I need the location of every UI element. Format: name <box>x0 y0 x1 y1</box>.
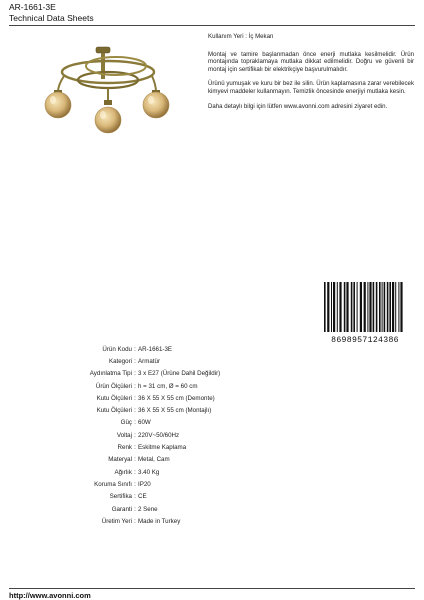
spec-row <box>40 466 340 478</box>
spec-label: Materyal <box>108 456 132 464</box>
spec-colon: : <box>134 407 136 415</box>
spec-value: Armatür <box>138 357 161 365</box>
spec-label: Koruma Sınıfı <box>94 480 132 488</box>
product-image <box>28 40 188 140</box>
spec-colon: : <box>134 480 136 488</box>
spec-colon: : <box>134 456 136 464</box>
spec-value: AR-1661-3E <box>138 345 173 353</box>
barcode-bar <box>389 282 391 332</box>
barcode-bar <box>351 282 353 332</box>
barcode-bar <box>331 282 332 332</box>
spec-value: Metal, Cam <box>138 456 170 464</box>
spec-colon: : <box>134 444 136 452</box>
website-paragraph: Daha detaylı bilgi için lütfen www.avonni.com adresini ziyaret edin. <box>208 102 388 110</box>
spec-value: 3.40 Kg <box>138 468 160 476</box>
spec-colon: : <box>134 357 136 365</box>
spec-colon: : <box>134 505 136 513</box>
spec-colon: : <box>134 431 136 439</box>
spec-label: Sertifika <box>109 493 132 501</box>
spec-row <box>40 417 340 429</box>
barcode-bar <box>387 282 389 332</box>
barcode-bar <box>392 282 394 332</box>
spec-label: Üretim Yeri <box>101 517 132 525</box>
spec-label: Güç <box>120 419 132 427</box>
spec-value: 36 X 55 X 55 cm (Montajlı) <box>138 407 212 415</box>
barcode-bar <box>339 282 341 332</box>
barcode-bar <box>395 282 396 332</box>
spec-value: Eskitme Kaplama <box>138 444 187 452</box>
barcode-bar <box>357 282 358 332</box>
spec-value: 60W <box>138 419 151 427</box>
barcode-bar <box>384 282 386 332</box>
spec-colon: : <box>134 517 136 525</box>
spec-value: 220V~50/60Hz <box>138 431 180 439</box>
spec-row <box>40 441 340 453</box>
footer-divider <box>9 588 415 589</box>
spec-label: Garanti <box>111 505 132 513</box>
spec-colon: : <box>134 394 136 402</box>
barcode-bar <box>398 282 399 332</box>
barcode-bar <box>376 282 378 332</box>
spec-colon: : <box>134 419 136 427</box>
barcode-bar <box>327 282 329 332</box>
product-code-title: AR-1661-3E <box>9 2 56 12</box>
spec-value: Made in Turkey <box>138 517 181 525</box>
spec-label: Aydınlatma Tipi <box>89 370 132 378</box>
barcode-bar <box>382 282 383 332</box>
spec-label: Kategori <box>108 357 132 365</box>
spec-colon: : <box>134 382 136 390</box>
spec-label: Kutu Ölçüleri <box>96 407 132 415</box>
barcode-digits: 8698957124386 <box>331 336 399 344</box>
document-subtitle: Technical Data Sheets <box>9 13 94 23</box>
barcode-bars <box>324 282 403 332</box>
spec-value: 2 Sene <box>138 505 158 513</box>
spec-row <box>40 503 340 515</box>
spec-label: Voltaj <box>116 431 132 439</box>
spec-row <box>40 404 340 416</box>
barcode-bar <box>379 282 381 332</box>
spec-colon: : <box>134 345 136 353</box>
header-divider <box>9 25 415 26</box>
spec-label: Ağırlık <box>114 468 132 476</box>
cleaning-paragraph: Ürünü yumuşak ve kuru bir bez ile silin. Ürün kaplamasına zarar verebilecek kimyevi maddeler kullanmayın. Temizlik öncesinde enerjiyi mutlaka kesin. <box>208 80 414 95</box>
barcode-bar <box>324 282 326 332</box>
safety-paragraph: Montaj ve tamire başlanmadan önce enerji mutlaka kesilmelidir. Ürün montajında topraklamaya mutlaka dikkat edilmelidir. Doğru ve güvenli bir montaj için sertifikalı bir elektrikçiye başvurulmalıdır. <box>208 50 414 73</box>
spec-row <box>40 343 340 355</box>
barcode-bar <box>373 282 375 332</box>
spec-row <box>40 515 340 527</box>
spec-colon: : <box>134 370 136 378</box>
spec-value: IP20 <box>138 480 151 488</box>
spec-colon: : <box>134 468 136 476</box>
spec-row <box>40 355 340 367</box>
barcode-bar <box>364 282 366 332</box>
spec-table <box>40 343 340 527</box>
spec-row <box>40 454 340 466</box>
spec-row <box>40 380 340 392</box>
spec-colon: : <box>134 493 136 501</box>
spec-label: Renk <box>117 444 132 452</box>
spec-value: 3 x E27 (Ürüne Dahil Değildir) <box>138 370 221 378</box>
barcode-bar <box>337 282 338 332</box>
spec-value: h = 31 cm, Ø = 60 cm <box>138 382 198 390</box>
spec-row <box>40 368 340 380</box>
barcode-bar <box>344 282 346 332</box>
barcode-bar <box>367 282 368 332</box>
spec-row <box>40 491 340 503</box>
barcode-bar <box>369 282 371 332</box>
barcode-bar <box>333 282 335 332</box>
spec-label: Ürün Kodu <box>102 345 132 353</box>
barcode-bar <box>400 282 402 332</box>
spec-label: Kutu Ölçüleri <box>96 394 132 402</box>
spec-row <box>40 429 340 441</box>
barcode <box>322 282 408 344</box>
spec-label: Ürün Ölçüleri <box>95 382 132 390</box>
barcode-bar <box>353 282 355 332</box>
spec-value: CE <box>138 493 147 501</box>
spec-row <box>40 478 340 490</box>
barcode-bar <box>360 282 362 332</box>
info-panel <box>208 33 414 117</box>
spec-value: 36 X 55 X 55 cm (Demonte) <box>138 394 215 402</box>
usage-location: Kullanım Yeri : İç Mekan <box>208 33 274 40</box>
spec-row <box>40 392 340 404</box>
footer-url[interactable]: http://www.avonni.com <box>9 591 91 600</box>
barcode-bar <box>346 282 348 332</box>
